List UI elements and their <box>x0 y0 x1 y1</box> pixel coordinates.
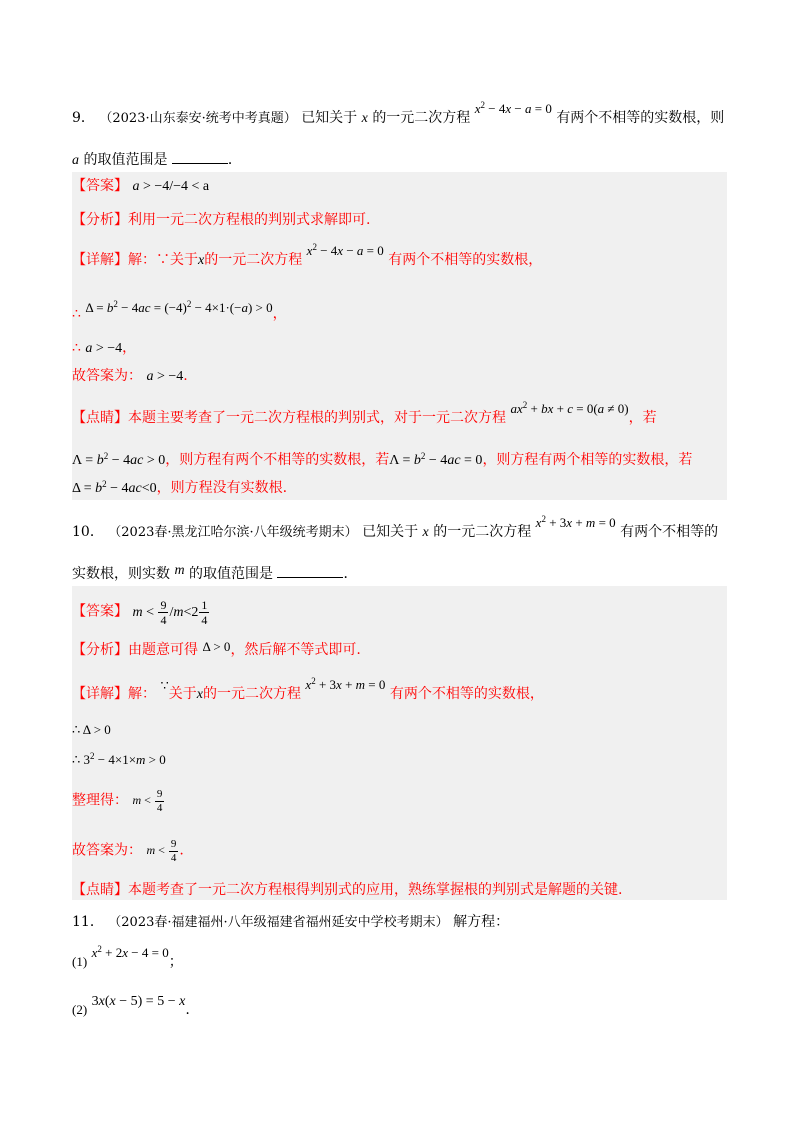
q9-comment-1: 【点睛】本题主要考查了一元二次方程根的判别式，对于一元二次方程 $ax^2$ + bx + c = 0(a ≠ 0)，若 <box>72 400 657 426</box>
q9-analysis: 【分析】利用一元二次方程根的判别式求解即可. <box>72 212 371 228</box>
q9-detail: 【详解】解：∵关于x的一元二次方程 $x^2 - 4x - a = 0$ 有两个不相等的实数根， <box>72 242 543 268</box>
q9-line-1: 9． （2023·山东泰安·统考中考真题） 已知关于 x 的一元二次方程 $x^2 - 4x - a = 0$ 有两个不相等的实数根，则 <box>72 100 725 126</box>
q11-part-1: (1) $x^2 + 2x - 4 = 0$； <box>72 944 183 970</box>
q10-analysis: 【分析】由题意可得 Δ > 0，然后解不等式即可. <box>72 639 361 658</box>
q9-result: ∴ a > −4， <box>72 340 137 356</box>
q10-step-1: ∴ Δ > 0 <box>72 722 111 737</box>
q10-detail: 【详解】解： ∵关于x的一元二次方程 $x^2 + 3x + m = 0$ 有两个不相等的实数根， <box>72 676 544 702</box>
q10-line-2: 实数根，则实数 m 的取值范围是 ． <box>72 563 358 582</box>
q10-answer: 【答案】 m < $\frac{9}{4}$ /m<2 $\frac{1}{4}$ <box>72 598 210 627</box>
q9-answer: 【答案】 a > −4/−4 < a <box>72 178 210 194</box>
q10-source: （2023春·黑龙江哈尔滨·八年级统考期末） <box>108 525 358 540</box>
q11-part-2: (2) 3x(x − 5) = 5 − x. <box>72 994 190 1018</box>
q9-number: 9． <box>72 110 95 126</box>
q9-source: （2023·山东泰安·统考中考真题） <box>99 111 297 126</box>
q9-line-2: a 的取值范围是 ． <box>72 152 242 168</box>
q9-answer-value: a > −4 <box>132 179 170 194</box>
q10-step-2: ∴ $3^2 - 4\times 1\times m > 0$ <box>72 751 166 767</box>
q10-number: 10． <box>72 524 104 540</box>
q10-answer-value: m < $\frac{9}{4}$ /m<2 $\frac{1}{4}$ <box>132 598 208 627</box>
answer-blank[interactable] <box>277 567 343 578</box>
q9-comment-3: $\Delta = b^2 - 4ac<0$，则方程没有实数根. <box>72 479 288 496</box>
q11-source: （2023春·福建福州·八年级福建省福州延安中学校考期末） <box>108 915 449 930</box>
q10-equation: $x^2 + 3x + m = 0$ <box>535 514 616 530</box>
q9-final: 故答案为： a > −4. <box>72 368 188 384</box>
q10-final: 故答案为： m < $\frac{9}{4}$ . <box>72 838 184 864</box>
q11-line-1: 11． （2023春·福建福州·八年级福建省福州延安中学校考期末） 解方程： <box>72 914 510 930</box>
q10-comment: 【点睛】本题考查了一元二次方程根得判别式的应用，熟练掌握根的判别式是解题的关键. <box>72 882 623 898</box>
answer-blank[interactable] <box>172 153 228 164</box>
q9-equation: $x^2 - 4x - a = 0$ <box>474 100 552 116</box>
q9-discriminant: ∴ $\Delta = b^2 - 4ac = (-4)^2 - 4\times 1\cdot(-a) > 0$， <box>72 299 287 322</box>
q11-number: 11． <box>72 914 104 930</box>
q10-organize: 整理得： m < $\frac{9}{4}$ <box>72 788 163 814</box>
q9-comment-2: $\Lambda = b^2 - 4ac > 0$，则方程有两个不相等的实数根，若$\Lambda = b^2 - 4ac = 0$，则方程有两个相等的实数根，若 <box>72 451 693 468</box>
q10-line-1: 10． （2023春·黑龙江哈尔滨·八年级统考期末） 已知关于 x 的一元二次方程 $x^2 + 3x + m = 0$ 有两个不相等的 <box>72 514 719 540</box>
